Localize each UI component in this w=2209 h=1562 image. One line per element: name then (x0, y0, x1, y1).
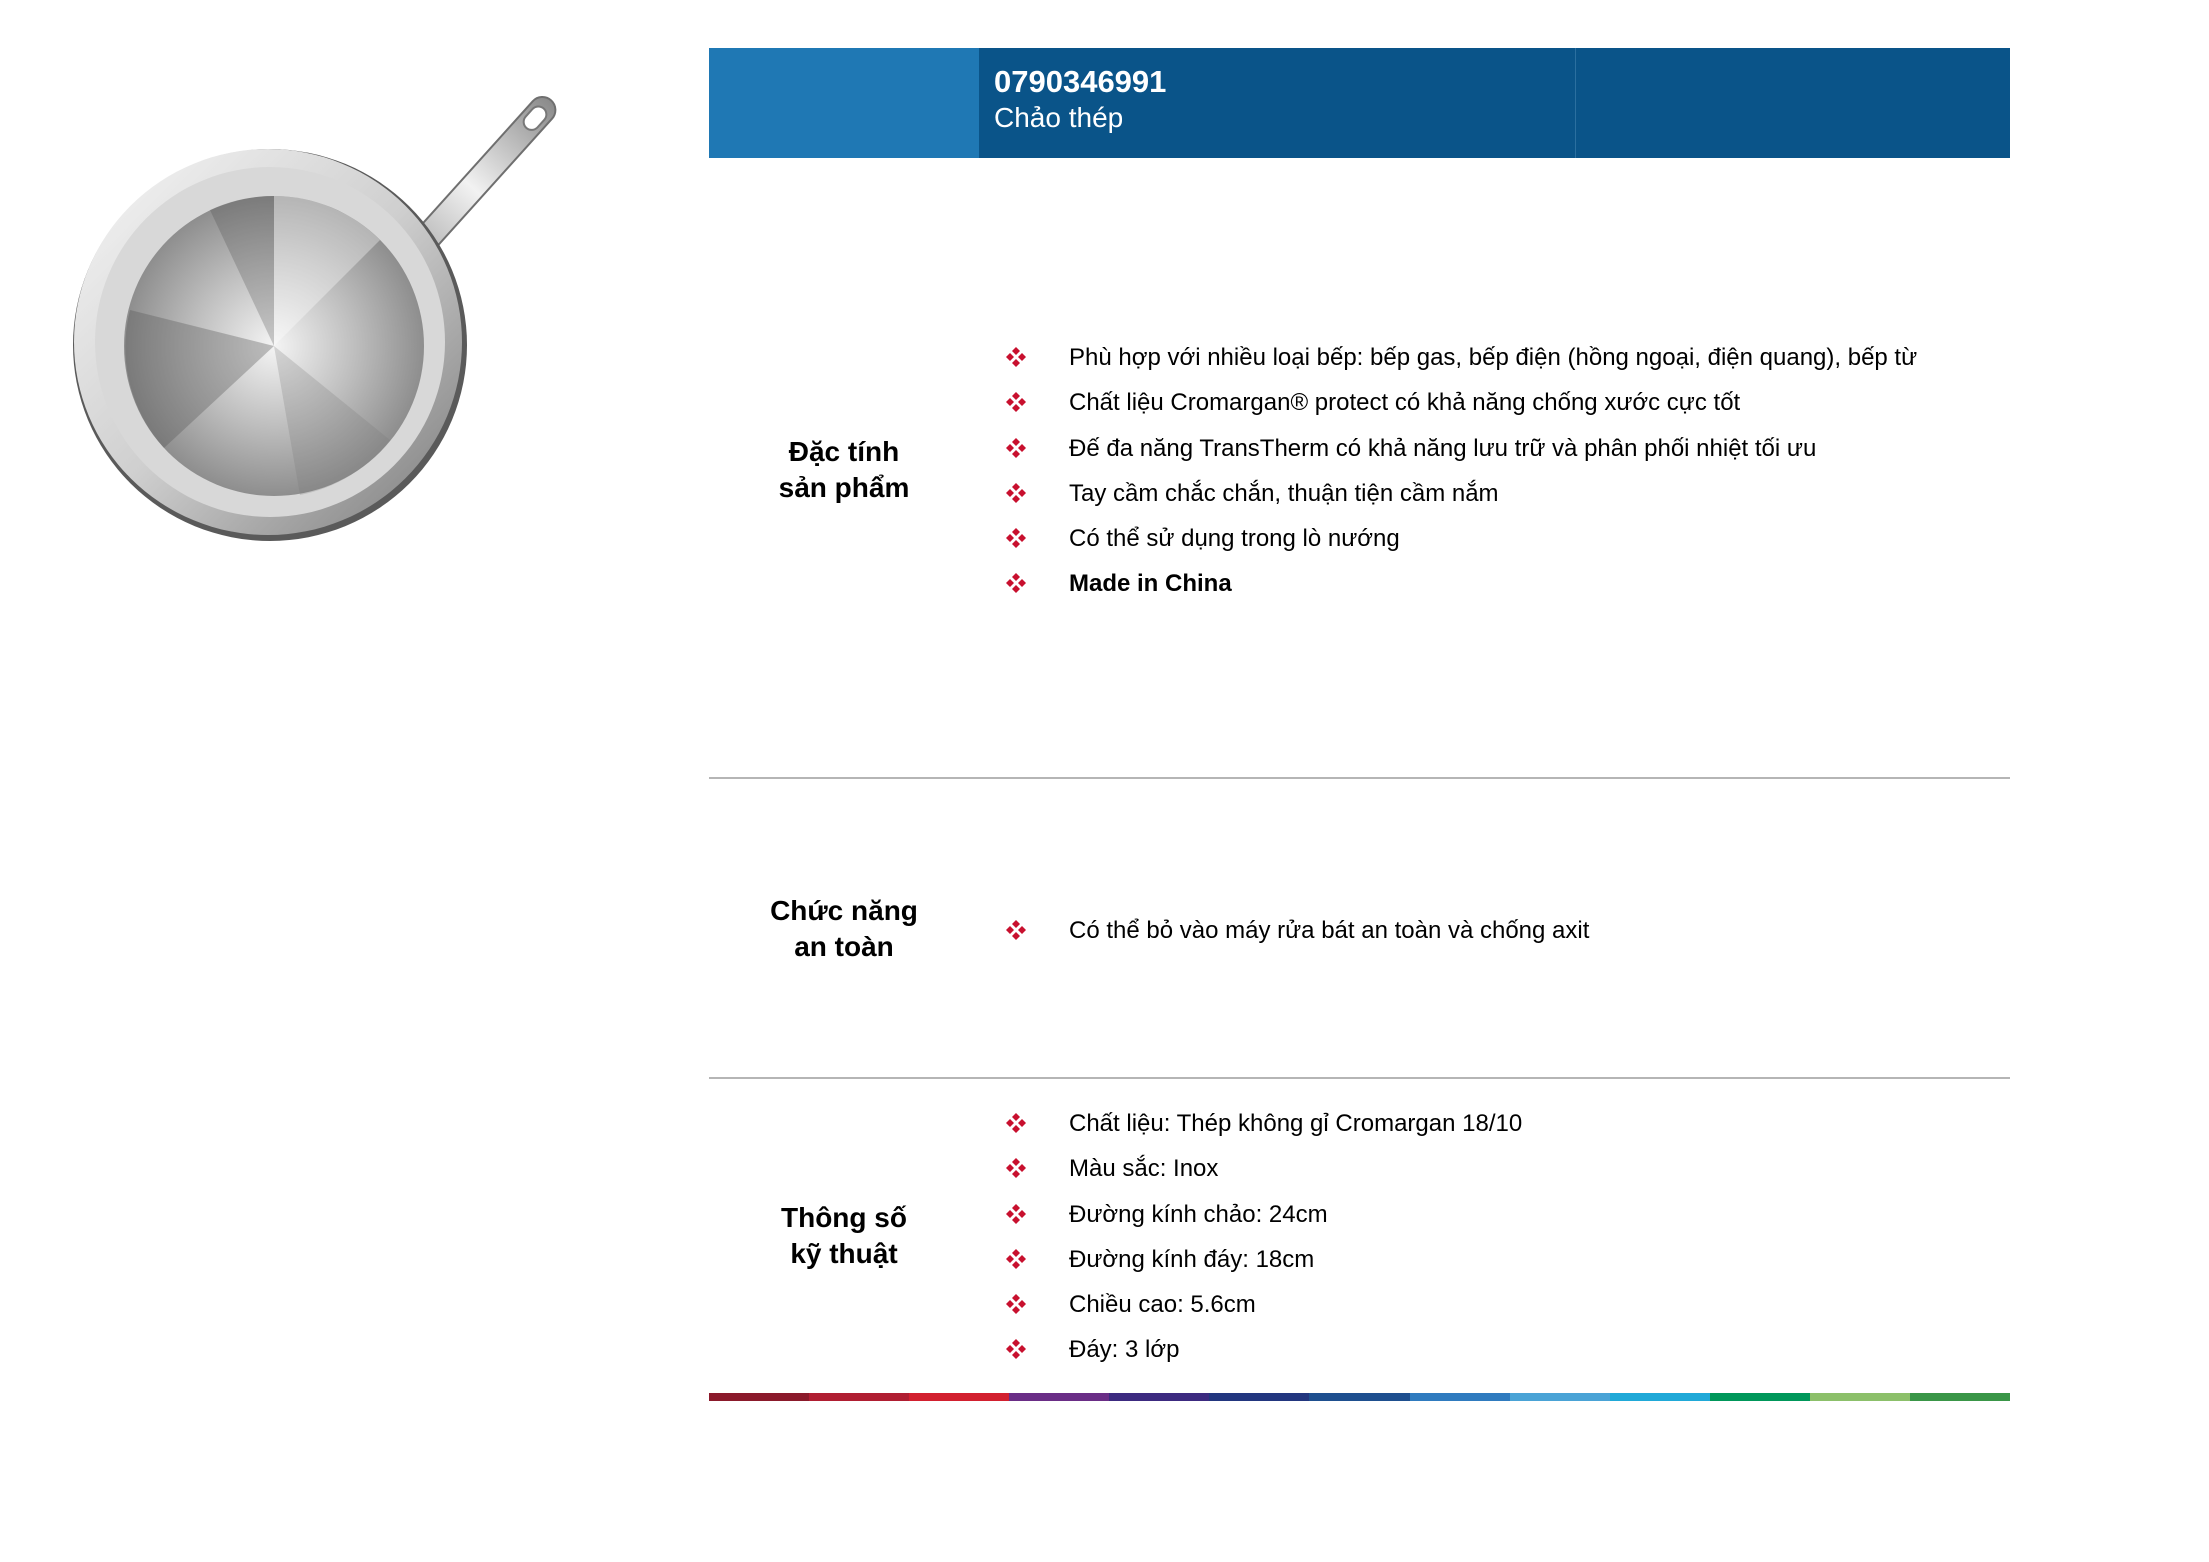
safety-list (1005, 917, 1589, 962)
four-diamond-bullet-icon (1005, 1157, 1027, 1179)
color-bar-segment (1810, 1393, 1910, 1401)
list-item (1005, 1246, 1522, 1291)
list-item (1005, 389, 1917, 434)
footer-color-bar (709, 1393, 2010, 1401)
list-item (1005, 435, 1917, 480)
color-bar-segment (1209, 1393, 1309, 1401)
color-bar-segment (1610, 1393, 1710, 1401)
list-item (1005, 1155, 1522, 1200)
four-diamond-bullet-icon (1005, 391, 1027, 413)
four-diamond-bullet-icon (1005, 1338, 1027, 1360)
list-item-text: Đế đa năng TransTherm có khả năng lưu trữ và phân phối nhiệt tối ưu (1069, 434, 1817, 462)
specs-list (1005, 1110, 1522, 1382)
color-bar-segment (1109, 1393, 1209, 1401)
four-diamond-bullet-icon (1005, 1203, 1027, 1225)
four-diamond-bullet-icon (1005, 1293, 1027, 1315)
list-item-text: Tay cầm chắc chắn, thuận tiện cầm nắm (1069, 479, 1499, 507)
four-diamond-bullet-icon (1005, 437, 1027, 459)
color-bar-segment (1910, 1393, 2010, 1401)
color-bar-segment (1309, 1393, 1409, 1401)
frying-pan-image (60, 50, 700, 550)
list-item-text: Chất liệu Cromargan® protect có khả năng chống xước cực tốt (1069, 389, 1741, 417)
list-item-text: Phù hợp với nhiều loại bếp: bếp gas, bếp điện (hồng ngoại, điện quang), bếp từ (1069, 344, 1918, 371)
list-item (1005, 1291, 1522, 1336)
list-item (1005, 917, 1589, 962)
four-diamond-bullet-icon (1005, 919, 1027, 941)
header-title-block (979, 48, 1576, 158)
color-bar-segment (909, 1393, 1009, 1401)
color-bar-segment (809, 1393, 909, 1401)
list-item-text: Made in China (1069, 570, 1232, 598)
list-item (1005, 1336, 1522, 1381)
four-diamond-bullet-icon (1005, 346, 1027, 368)
list-item-text: Có thể bỏ vào máy rửa bát an toàn và chống axit (1069, 917, 1590, 944)
four-diamond-bullet-icon (1005, 1248, 1027, 1270)
header-right-block (1576, 48, 2010, 158)
list-item (1005, 480, 1917, 525)
list-item-text: Màu sắc: Inox (1069, 1155, 1219, 1183)
section-label-line: Thông số (781, 1202, 907, 1233)
list-item (1005, 570, 1917, 615)
section-label-line: kỹ thuật (790, 1238, 898, 1269)
list-item-text: Có thể sử dụng trong lò nướng (1069, 525, 1400, 553)
product-header (709, 48, 2010, 158)
list-item-text: Đáy: 3 lớp (1069, 1336, 1180, 1364)
section-divider (709, 1077, 2010, 1079)
section-label-line: sản phẩm (778, 472, 910, 503)
product-name: Chảo thép (994, 102, 1124, 133)
section-label-specs (709, 1200, 979, 1272)
list-item (1005, 525, 1917, 570)
four-diamond-bullet-icon (1005, 1112, 1027, 1134)
features-list (1005, 344, 1917, 616)
four-diamond-bullet-icon (1005, 572, 1027, 594)
section-label-features (709, 434, 979, 506)
color-bar-segment (1009, 1393, 1109, 1401)
section-label-safety (709, 893, 979, 965)
list-item-text: Chất liệu: Thép không gỉ Cromargan 18/10 (1069, 1110, 1523, 1137)
four-diamond-bullet-icon (1005, 482, 1027, 504)
header-left-block (709, 48, 979, 158)
color-bar-segment (1710, 1393, 1810, 1401)
section-label-line: Đặc tính (788, 436, 900, 467)
list-item-text: Chiều cao: 5.6cm (1069, 1291, 1256, 1319)
list-item (1005, 344, 1917, 389)
product-code: 0790346991 (994, 64, 1167, 99)
color-bar-segment (1510, 1393, 1610, 1401)
list-item (1005, 1110, 1522, 1155)
color-bar-segment (709, 1393, 809, 1401)
four-diamond-bullet-icon (1005, 527, 1027, 549)
section-divider (709, 777, 2010, 779)
color-bar-segment (1410, 1393, 1510, 1401)
list-item-text: Đường kính đáy: 18cm (1069, 1245, 1315, 1273)
list-item (1005, 1201, 1522, 1246)
section-label-line: an toàn (794, 931, 894, 962)
section-label-line: Chức năng (770, 895, 918, 926)
list-item-text: Đường kính chảo: 24cm (1069, 1200, 1328, 1228)
